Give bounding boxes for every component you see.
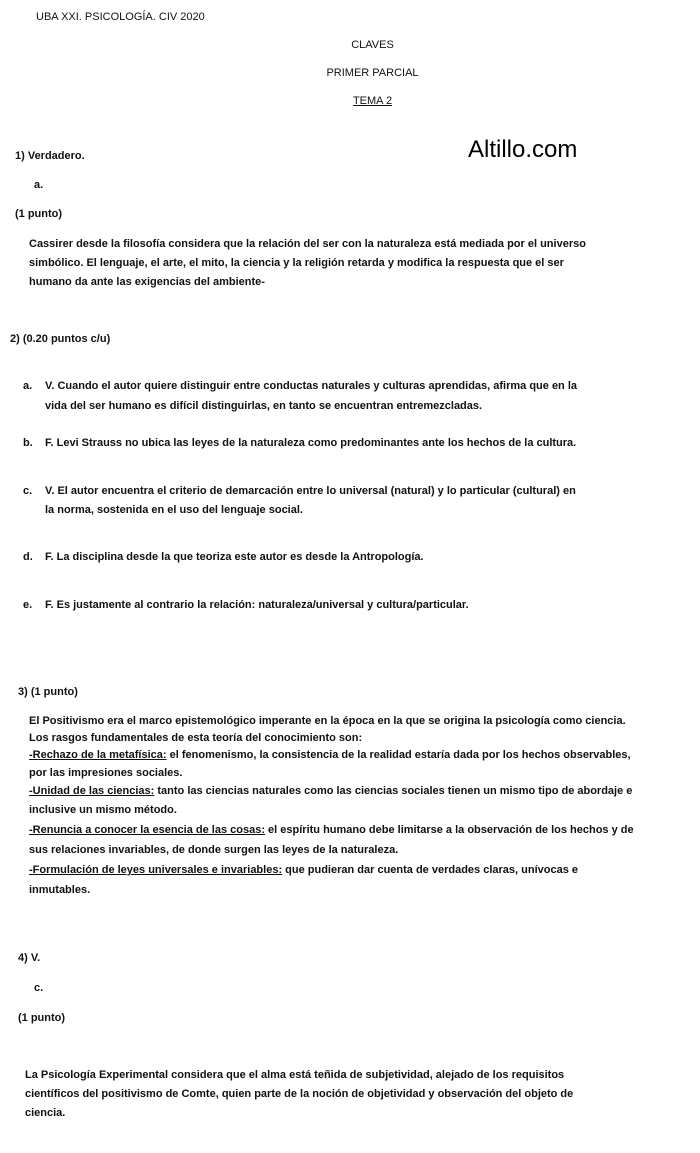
q4-title: 4) V. <box>18 952 41 964</box>
q2-letter: a. <box>23 380 33 392</box>
q1-points: (1 punto) <box>15 208 63 220</box>
q2-item-line: V. Cuando el autor quiere distinguir entre conductas naturales y culturas aprendidas, afirma que en la <box>45 380 578 392</box>
doc-title-parcial: PRIMER PARCIAL <box>326 67 419 79</box>
q3-feature: -Rechazo de la metafísica: el fenomenismo, la consistencia de la realidad estaría dada por los hechos observables, <box>29 749 631 761</box>
q3-intro: Los rasgos fundamentales de esta teoría del conocimiento son: <box>29 732 363 744</box>
q1-line: Cassirer desde la filosofía considera que la relación del ser con la naturaleza está mediada por el universo <box>29 238 586 250</box>
q4-option: c. <box>34 982 44 994</box>
q2-item-line: vida del ser humano es difícil distinguirlas, en tanto se encuentran entremezcladas. <box>45 400 483 412</box>
q3-feature-cont: sus relaciones invariables, de donde surgen las leyes de la naturaleza. <box>29 844 399 856</box>
q4-line: científicos del positivismo de Comte, quien parte de la noción de objetividad y observación del objeto de <box>25 1088 574 1100</box>
q1-option: a. <box>34 179 44 191</box>
q3-feature-cont: por las impresiones sociales. <box>29 767 183 779</box>
q4-points: (1 punto) <box>18 1012 66 1024</box>
doc-title-tema: TEMA 2 <box>352 95 393 107</box>
q2-item-line: F. Es justamente al contrario la relación: naturaleza/universal y cultura/particular. <box>45 599 469 611</box>
institution-header: UBA XXI. PSICOLOGÍA. CIV 2020 <box>36 11 205 23</box>
q4-line: ciencia. <box>25 1107 66 1119</box>
q2-letter: c. <box>23 485 33 497</box>
q2-item-line: la norma, sostenida en el uso del lenguaje social. <box>45 504 303 516</box>
q1-line: humano da ante las exigencias del ambiente- <box>29 276 265 288</box>
q2-letter: d. <box>23 551 33 563</box>
q1-title: 1) Verdadero. <box>15 150 85 162</box>
q2-letter: b. <box>23 437 33 449</box>
q3-feature: -Unidad de las ciencias: tanto las ciencias naturales como las ciencias sociales tienen un mismo tipo de abordaje e <box>29 785 633 797</box>
q2-title: 2) (0.20 puntos c/u) <box>10 333 111 345</box>
q3-feature: -Renuncia a conocer la esencia de las cosas: el espíritu humano debe limitarse a la observación de los hechos y de <box>29 824 634 836</box>
q2-letter: e. <box>23 599 33 611</box>
q3-intro: El Positivismo era el marco epistemológico imperante en la época en la que se origina la psicología como ciencia. <box>29 715 626 727</box>
q3-feature-cont: inclusive un mismo método. <box>29 804 177 816</box>
q2-item-line: F. La disciplina desde la que teoriza este autor es desde la Antropología. <box>45 551 424 563</box>
q2-item-line: V. El autor encuentra el criterio de demarcación entre lo universal (natural) y lo particular (cultural) en <box>45 485 576 497</box>
q3-feature: -Formulación de leyes universales e invariables: que pudieran dar cuenta de verdades claras, unívocas e <box>29 864 579 876</box>
q4-line: La Psicología Experimental considera que el alma está teñida de subjetividad, alejado de los requisitos <box>25 1069 565 1081</box>
doc-title-claves: CLAVES <box>351 39 394 51</box>
q3-feature-cont: inmutables. <box>29 884 91 896</box>
watermark-logo: Altillo.com <box>468 136 578 163</box>
q1-line: simbólico. El lenguaje, el arte, el mito, la ciencia y la religión retarda y modifica la respuesta que el ser <box>29 257 564 269</box>
q3-title: 3) (1 punto) <box>18 686 78 698</box>
q2-item-line: F. Levi Strauss no ubica las leyes de la naturaleza como predominantes ante los hechos de la cultura. <box>45 437 577 449</box>
